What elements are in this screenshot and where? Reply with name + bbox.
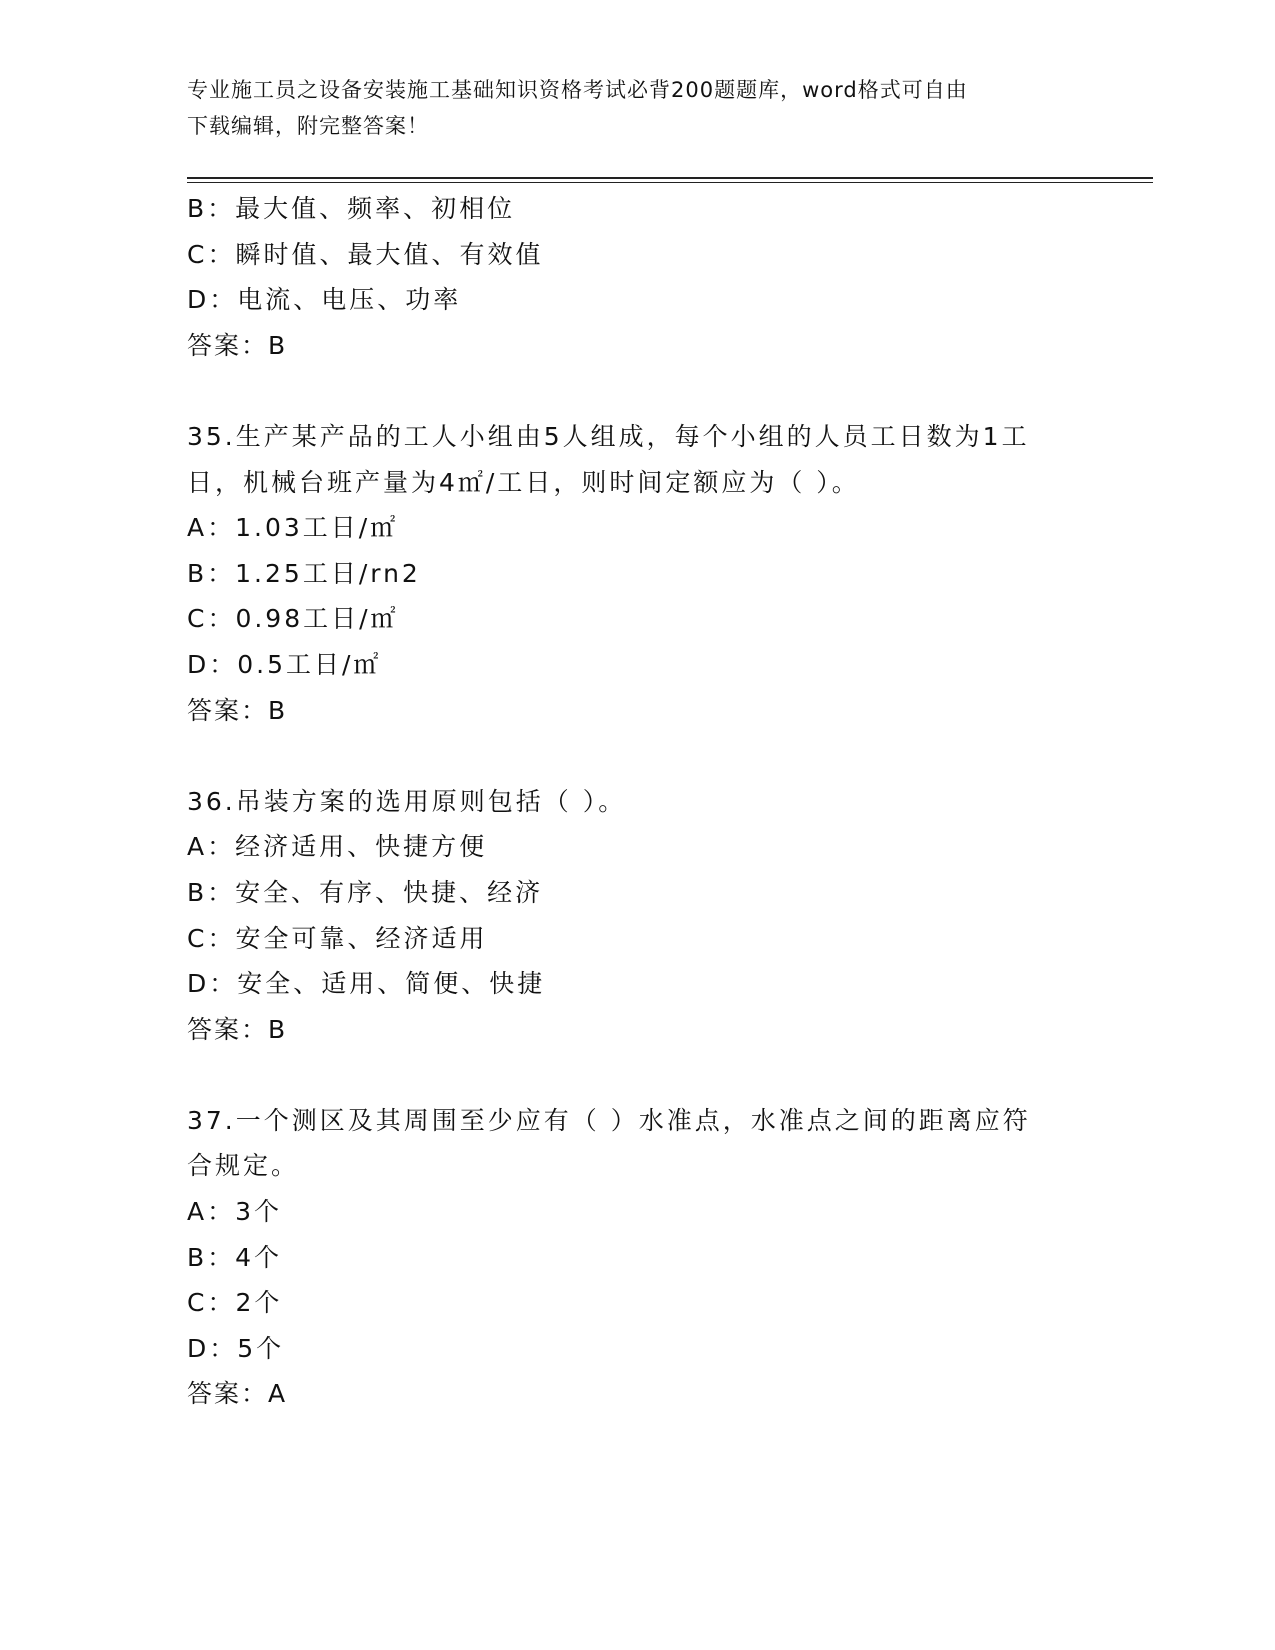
question-content (187, 186, 1087, 1417)
option-a: A：1.03工日/㎡ (187, 513, 399, 543)
option-c: C：0.98工日/㎡ (187, 604, 399, 634)
spacer (187, 733, 1087, 779)
question-stem-line: 合规定。 (187, 1151, 300, 1181)
option-b: B：安全、有序、快捷、经济 (187, 877, 544, 907)
option-b: B：4个 (187, 1242, 283, 1272)
option-d: D：0.5工日/㎡ (187, 649, 382, 679)
option-b: B：最大值、频率、初相位 (187, 194, 516, 223)
answer-line: 答案：B (187, 330, 288, 360)
option-a: A：经济适用、快捷方便 (187, 832, 488, 862)
header-rule-thin (187, 182, 1153, 183)
prev-question-block (187, 186, 1087, 368)
question-stem-line: 日，机械台班产量为4㎡/工日，则时间定额应为（ ）。 (187, 467, 860, 497)
option-d: D：安全、适用、简便、快捷 (187, 969, 546, 999)
question-37 (187, 1098, 1087, 1417)
header-line-1: 专业施工员之设备安装施工基础知识资格考试必背200题题库，word格式可自由 (187, 78, 968, 102)
question-36 (187, 779, 1087, 1053)
answer-line: 答案：B (187, 695, 288, 725)
option-d: D：5个 (187, 1333, 285, 1363)
option-b: B：1.25工日/rn2 (187, 558, 421, 588)
option-a: A：3个 (187, 1197, 283, 1227)
document-header (187, 72, 1067, 144)
option-c: C：安全可靠、经济适用 (187, 923, 488, 953)
header-line-2: 下载编辑，附完整答案！ (187, 114, 429, 138)
question-stem-line: 37.一个测区及其周围至少应有（ ）水准点，水准点之间的距离应符 (187, 1105, 1031, 1135)
spacer (187, 368, 1087, 414)
answer-line: 答案：B (187, 1014, 288, 1044)
option-c: C：2个 (187, 1288, 283, 1318)
option-d: D：电流、电压、功率 (187, 285, 462, 315)
option-c: C：瞬时值、最大值、有效值 (187, 239, 544, 269)
answer-line: 答案：A (187, 1379, 288, 1409)
question-35 (187, 414, 1087, 733)
question-stem-line: 36.吊装方案的选用原则包括（ ）。 (187, 786, 627, 816)
question-stem-line: 35.生产某产品的工人小组由5人组成，每个小组的人员工日数为1工 (187, 421, 1030, 451)
header-rule-thick (187, 177, 1153, 179)
spacer (187, 1052, 1087, 1098)
